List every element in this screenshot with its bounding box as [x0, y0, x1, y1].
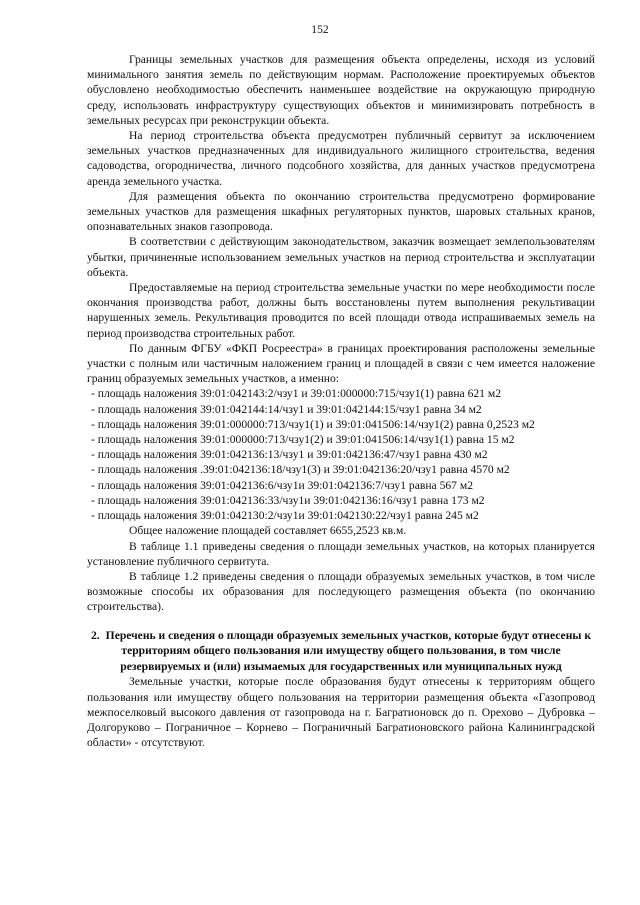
paragraph: Для размещения объекта по окончанию строительства предусмотрено формирование земельных участков для размещения шкафных регуляторных пунктов, шаровых стальных кранов, опознавательных знаков газопровода. [87, 189, 595, 234]
section-heading [87, 628, 595, 675]
overlap-list [87, 386, 595, 523]
section-number: 2. [90, 628, 100, 642]
page-number: 152 [311, 23, 329, 36]
list-item: - площадь наложения 39:01:042143:2/чзу1 и 39:01:000000:715/чзу1(1) равна 621 м2 [91, 387, 502, 401]
list-item: - площадь наложения 39:01:042144:14/чзу1 и 39:01:042144:15/чзу1 равна 34 м2 [91, 402, 482, 416]
list-item: - площадь наложения 39:01:042136:13/чзу1 и 39:01:042136:47/чзу1 равна 430 м2 [91, 448, 488, 462]
list-item: - площадь наложения 39:01:042130:2/чзу1и 39:01:042130:22/чзу1 равна 245 м2 [91, 509, 479, 523]
list-item: - площадь наложения 39:01:000000:713/чзу1(2) и 39:01:041506:14/чзу1(1) равна 15 м2 [91, 433, 515, 447]
list-item: - площадь наложения 39:01:042136:33/чзу1и 39:01:042136:16/чзу1 равна 173 м2 [91, 493, 485, 507]
section-paragraph: Земельные участки, которые после образования будут отнесены к территориям общего пользования или имуществу общего пользования на территории размещения объекта «Газопровод межпоселковый высокого давления от газопровода на г. Багратионовск до п. Орехово – Дубровка – Долгоруково – Пограничное – Корнево – Пограничный Багратионовского района Калининградской области» - отсутствуют. [87, 675, 595, 750]
section-title: Перечень и сведения о площади образуемых земельных участков, которые будут отнесены к территориям общего пользования или имуществу общего пользования, в том числе резервируемых и (или) изымаемых для государственных или муниципальных нужд [105, 628, 592, 673]
page-body [87, 52, 595, 750]
paragraph: На период строительства объекта предусмотрен публичный сервитут за исключением земельных участков предназначенных для индивидуального жилищного строительства, ведения садоводства, огородничества, личного подсобного хозяйства, для данных участков предусмотрена аренда земельного участка. [87, 129, 595, 188]
paragraph: Общее наложение площадей составляет 6655,2523 кв.м. [129, 524, 407, 538]
paragraph: Границы земельных участков для размещения объекта определены, исходя из условий минимального занятия земель по действующим нормам. Расположение проектируемых объектов обусловлено необходимостью обеспечить наименьшее воздействие на окружающую природную среду, использовать инфраструктуру существующих объектов и минимизировать потребность в земельных ресурсах при реконструкции объекта. [87, 53, 595, 127]
paragraph: Предоставляемые на период строительства земельные участки по мере необходимости после окончания производства работ, должны быть восстановлены путем выполнения рекультивации нарушенных земель. Рекультивация проводится по всей площади отвода испрашиваемых земель на период производства строительных работ. [87, 281, 595, 340]
paragraph: По данным ФГБУ «ФКП Росреестра» в границах проектирования расположены земельные участки с полным или частичным наложением границ и площадей в связи с чем имеется наложение границ образуемых земельных участков, а именно: [87, 341, 595, 386]
paragraph: В таблице 1.2 приведены сведения о площади образуемых земельных участков, в том числе возможные способы их образования для последующего размещения объекта (по окончанию строительства). [87, 569, 595, 614]
paragraph: В таблице 1.1 приведены сведения о площади земельных участков, на которых планируется установление публичного сервитута. [87, 539, 595, 568]
list-item: - площадь наложения 39:01:042136:6/чзу1и 39:01:042136:7/чзу1 равна 567 м2 [91, 478, 474, 492]
paragraph: В соответствии с действующим законодательством, заказчик возмещает землепользователям убытки, причиненные использованием земельных участков на период строительства и эксплуатации объекта. [87, 235, 595, 279]
list-item: - площадь наложения .39:01:042136:18/чзу1(3) и 39:01:042136:20/чзу1 равна 4570 м2 [91, 463, 510, 477]
list-item: - площадь наложения 39:01:000000:713/чзу1(1) и 39:01:041506:14/чзу1(2) равна 0,2523 м2 [91, 417, 535, 431]
